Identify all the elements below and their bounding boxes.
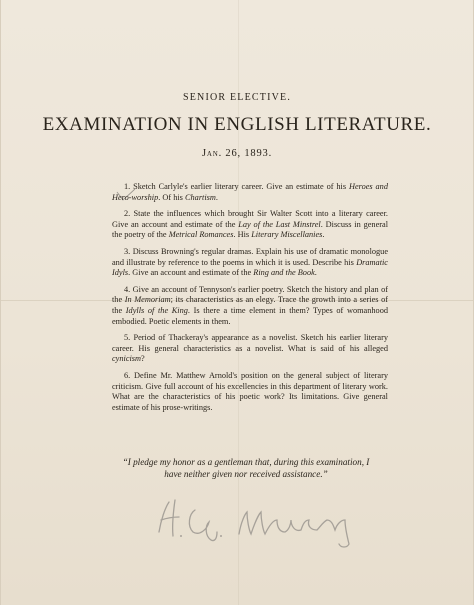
question-list	[112, 182, 388, 419]
question-text: . Of his	[158, 192, 185, 202]
exam-title: EXAMINATION IN ENGLISH LITERATURE.	[42, 114, 432, 135]
work-title: Heroes and Hero-worship	[112, 182, 388, 202]
question-text: 3. Discuss Browning's regular dramas. Explain his use of dramatic monologue and illustrate by reference to the poems in which it is used. Describe his	[112, 246, 388, 267]
question-text: ?	[141, 354, 145, 364]
honor-pledge	[96, 456, 396, 480]
question-5	[112, 333, 388, 365]
question-text: .	[322, 230, 325, 240]
question-text: 1. Sketch Carlyle's earlier literary career. Give an estimate of his	[124, 182, 349, 191]
question-text: 4. Give an account of Tennyson's earlier poetry. Sketch the history and plan of the	[112, 284, 388, 305]
question-1	[112, 182, 388, 203]
question-text: .	[314, 268, 317, 278]
question-6	[112, 371, 388, 413]
question-text: . His	[233, 230, 252, 240]
work-title: Ring and the Book	[253, 268, 315, 278]
question-4	[112, 285, 388, 327]
work-title: Literary Miscellanies	[251, 230, 323, 240]
question-text: . Give an account and estimate of the	[128, 268, 254, 278]
work-title: Dramatic Idyls	[112, 257, 388, 278]
pledge-line-2: have neither given nor received assistance.”	[164, 469, 328, 479]
question-text: 6. Define Mr. Matthew Arnold's position on the general subject of literary criticism. Give full account of his excellencies in this department of literary work. What are the characteristics of his poetic work? Its limitations. Give general estimate of his prose-writings.	[112, 370, 388, 412]
question-3	[112, 247, 388, 279]
work-title: Idylls of the King	[125, 305, 188, 315]
question-text: . Discuss in general the poetry of the	[112, 219, 389, 240]
work-title: cynicism	[112, 354, 142, 364]
elective-heading: SENIOR ELECTIVE.	[182, 92, 292, 103]
work-title: Chartism	[184, 192, 216, 202]
question-text: ; its characteristics as an elegy. Trace the growth into a series of the	[112, 295, 388, 315]
work-title: Lay of the Last Minstrel	[238, 219, 321, 229]
question-2	[112, 209, 388, 241]
work-title: In Memoriam	[124, 295, 171, 305]
question-text: 5. Period of Thackeray's appearance as a novelist. Sketch his earlier literary career. His general characteristics as a novelist. What is said of his alleged	[112, 333, 388, 353]
question-text: .	[215, 192, 218, 202]
handwritten-signature	[151, 490, 391, 550]
question-text: 2. State the influences which brought Sir Walter Scott into a literary career. Give an account and estimate of the	[112, 209, 388, 229]
pledge-line-1: “I pledge my honor as a gentleman that, during this examination, I	[122, 457, 370, 467]
work-title: Metrical Romances	[168, 230, 234, 240]
exam-date: Jan. 26, 1893.	[201, 148, 273, 159]
question-text: . Is there a time element in them? Types of womanhood embodied. Poetic elements in them.	[112, 305, 388, 326]
